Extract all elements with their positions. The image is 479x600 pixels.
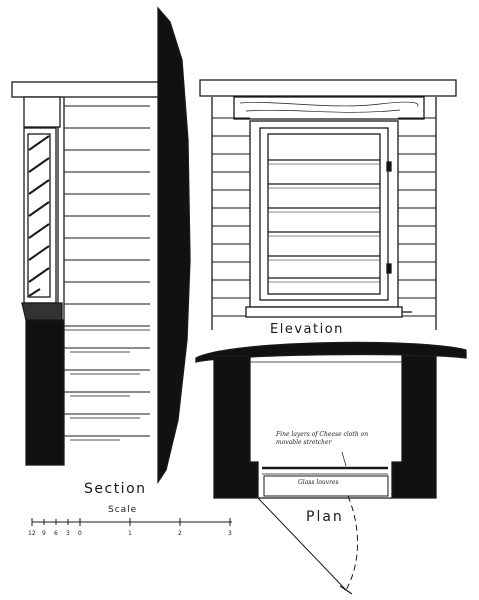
section-roof-board [12,82,176,97]
scale-tick-label: 1 [128,530,132,537]
scale-tick-label: 0 [78,530,82,537]
scale-tick-label: 12 [28,530,36,537]
plan-label: Plan [306,509,344,525]
section-label: Section [84,481,147,497]
elevation-hinge-bottom [387,264,391,273]
elevation-view [200,80,456,330]
scale-tick-label: 2 [178,530,182,537]
elevation-cornice [200,80,456,96]
plan-door-swing-arc [346,496,358,590]
plan-left-wall [214,356,258,498]
glass-louvres-label: Glass louvres [298,479,339,486]
scale-tick-label: 6 [54,530,58,537]
cheese-cloth-note: Fine layers of Cheese cloth on movable stretcher [276,431,369,446]
elevation-hinge-top [387,162,391,171]
scale-tick-label: 3 [228,530,232,537]
scale-label: Scale [108,505,138,515]
plan-right-wall [392,356,436,498]
section-sill [22,303,62,320]
section-head-block [24,97,60,127]
section-foundation-wall [26,320,64,465]
section-cut-wall [158,8,190,482]
scale-tick-label: 3 [66,530,70,537]
scale-bar [32,518,232,526]
section-siding [64,106,150,436]
elevation-louvre-frame [268,134,380,294]
elevation-head-board [234,97,424,119]
elevation-label: Elevation [270,322,344,337]
scale-tick-label: 9 [42,530,46,537]
elevation-sill [246,307,402,317]
plan-view [196,342,466,594]
section-view [12,8,190,482]
